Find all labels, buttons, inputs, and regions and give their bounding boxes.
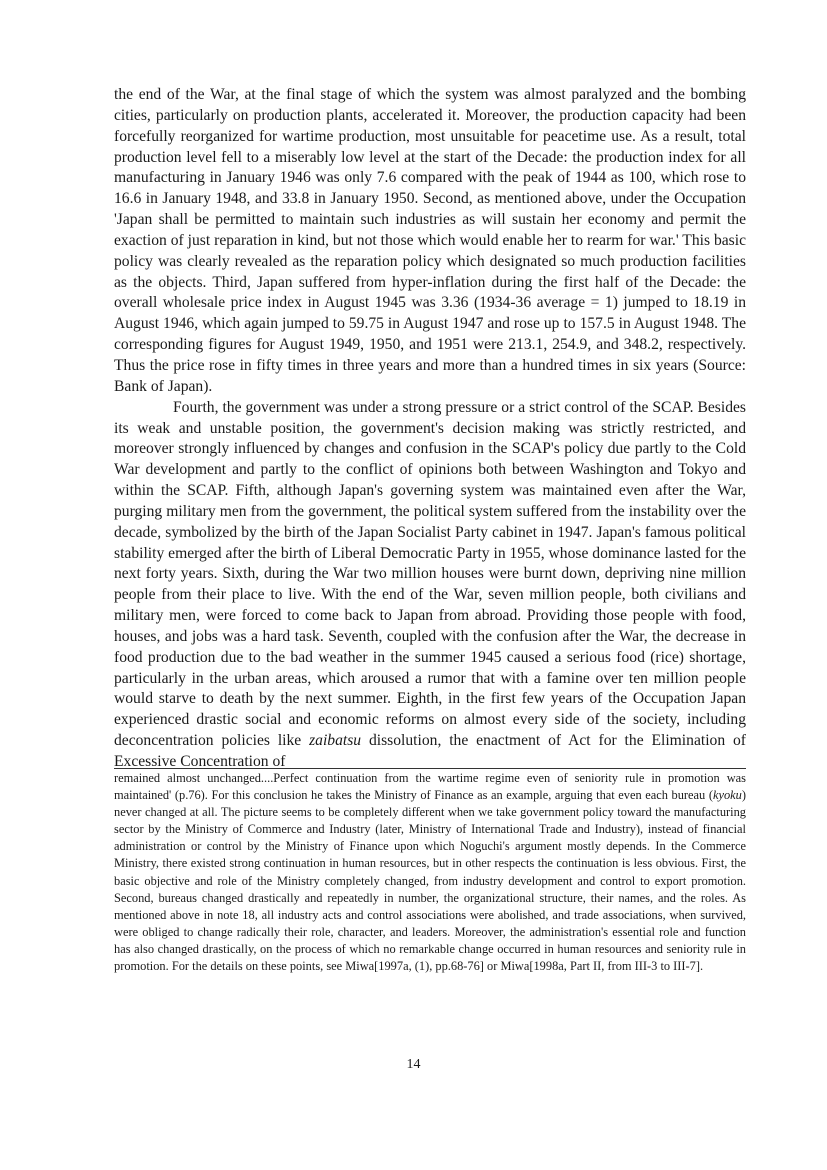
footnote-text-b: ) never changed at all. The picture seems to be completely different when we take government policy toward the manufacturing sector by the Ministry of Commerce and Industry (later, Ministry of International Trade and Industry), instead of financial administration or control by the Ministry of Finance upon which Noguchi's argument mostly depends. In the Commerce Ministry, there existed strong continuation in human resources, but in other respects the continuation is less obvious. First, the basic objective and role of the Ministry completely changed, from industry development and control to export promotion. Second, bureaus changed drastically and repeatedly in number, the organizational structure, their names, and the roles. As mentioned above in note 18, all industry acts and control associations were abolished, and trade associations, when survived, were obliged to change radically their role, character, and leaders. Moreover, the administration's essential role and function has also changed drastically, on the process of which no remarkable change occurred in human resources and seniority rule in promotion. For the details on these points, see Miwa[1997a, (1), pp.68-76] or Miwa[1998a, Part II, from III-3 to III-7].: [114, 788, 746, 974]
footnote-separator: [114, 768, 746, 769]
page-number: 14: [406, 1057, 421, 1072]
footnote-text-a: remained almost unchanged....Perfect continuation from the wartime regime even of seniority rule in promotion was maintained' (p.76). For this conclusion he takes the Ministry of Finance as an example, arguing that even each bureau (: [114, 771, 746, 803]
footnote-italic-term: kyoku: [712, 788, 742, 803]
paragraph-2-text-b: dissolution, the enactment of Act for the Elimination of Excessive Concentration of: [114, 732, 746, 770]
paragraph-2: [114, 398, 746, 773]
footnote: [114, 770, 746, 975]
paragraph-2-italic-term: zaibatsu: [309, 732, 362, 750]
main-text: [114, 85, 746, 773]
paragraph-2-text-a: Fourth, the government was under a strong pressure or a strict control of the SCAP. Besides its weak and unstable position, the government's decision making was strictly restricted, and moreover strongly influenced by changes and confusion in the SCAP's policy due partly to the Cold War development and partly to the conflict of opinions both between Washington and Tokyo and within the SCAP. Fifth, although Japan's governing system was maintained even after the War, purging military men from the government, the political system suffered from the instability over the decade, symbolized by the birth of the Japan Socialist Party cabinet in 1947. Japan's famous political stability emerged after the birth of Liberal Democratic Party in 1955, whose dominance lasted for the next forty years. Sixth, during the War two million houses were burnt down, depriving nine million people from their place to live. With the end of the War, seven million people, both civilians and military men, were forced to come back to Japan from abroad. Providing those people with food, houses, and jobs was a hard task. Seventh, coupled with the confusion after the War, the decrease in food production due to the bad weather in the summer 1945 caused a serious food (rice) shortage, particularly in the urban areas, which aroused a rumor that with a famine over ten million people would starve to death by the next summer. Eighth, in the first few years of the Occupation Japan experienced drastic social and economic reforms on almost every side of the society, including deconcentration policies like: [114, 398, 746, 750]
paragraph-1: the end of the War, at the final stage of which the system was almost paralyzed and the bombing cities, particularly on production plants, accelerated it. Moreover, the production capacity had been forcefully reorganized for wartime production, most unsuitable for peacetime use. As a result, total production level fell to a miserably low level at the start of the Decade: the production index for all manufacturing in January 1946 was only 7.6 compared with the peak of 1944 as 100, which rose to 16.6 in January 1948, and 33.8 in January 1950. Second, as mentioned above, under the Occupation 'Japan shall be permitted to maintain such industries as will sustain her economy and permit the exaction of just reparation in kind, but not those which would enable her to rearm for war.' This basic policy was clearly revealed as the reparation policy which designated so much production facilities as the objects. Third, Japan suffered from hyper-inflation during the first half of the Decade: the overall wholesale price index in August 1945 was 3.36 (1934-36 average = 1) jumped to 18.19 in August 1946, which again jumped to 59.75 in August 1947 and rose up to 157.5 in August 1948. The corresponding figures for August 1949, 1950, and 1951 were 213.1, 254.9, and 348.2, respectively. Thus the price rose in fifty times in three years and more than a hundred times in six years (Source: Bank of Japan).: [114, 86, 746, 395]
